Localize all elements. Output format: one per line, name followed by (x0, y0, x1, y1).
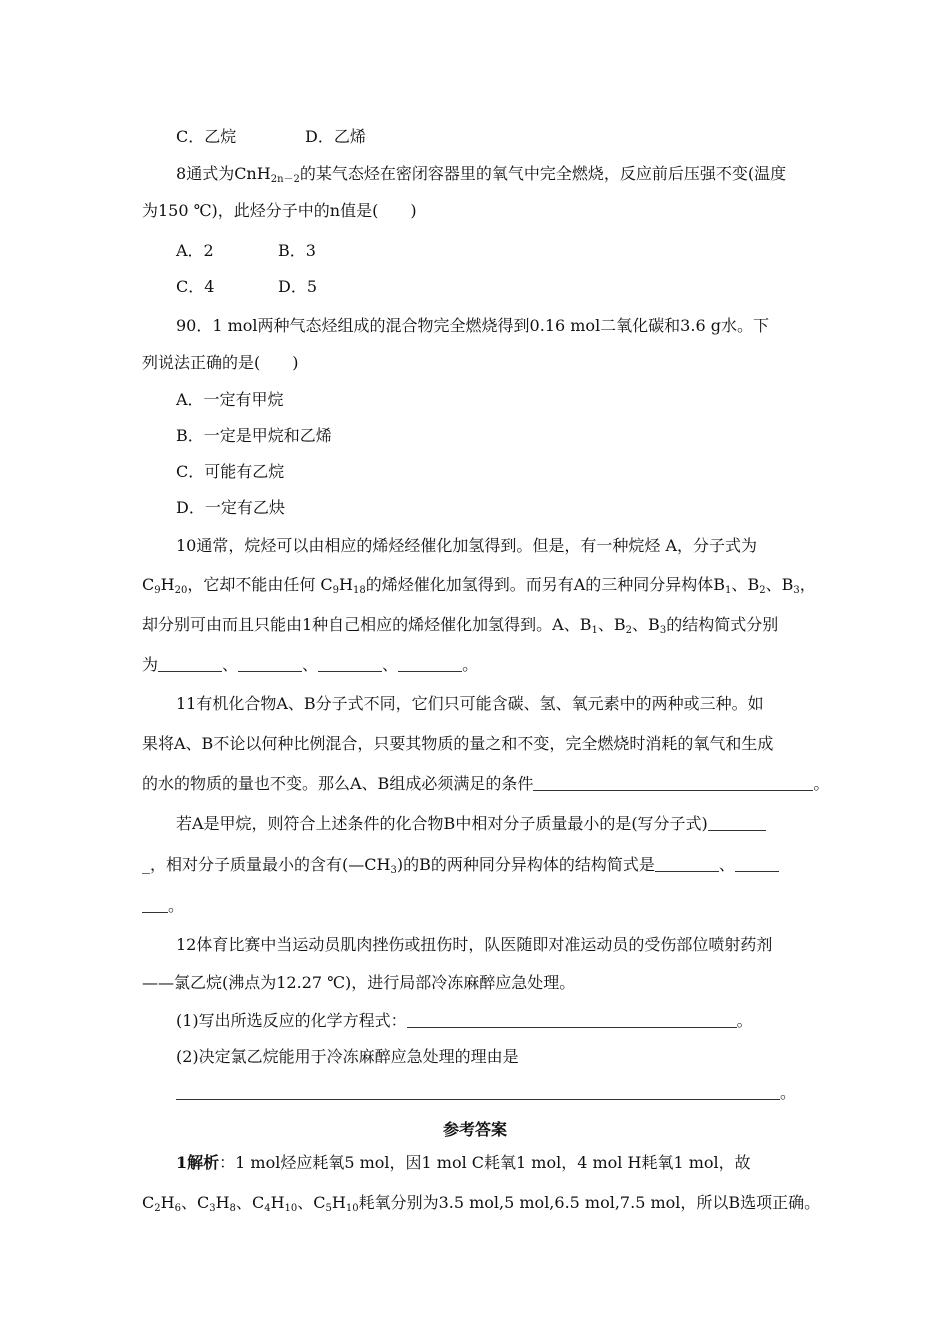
q8-option-c: C．4 (176, 277, 215, 296)
q9-option-b: B．一定是甲烷和乙烯 (176, 426, 332, 445)
q11-line-2: 果将A、B不论以何种比例混合，只要其物质的量之和不变，完全燃烧时消耗的氧气和生成 (142, 734, 774, 753)
q9-option-d: D．一定有乙炔 (176, 498, 285, 517)
q8-options-cd (176, 277, 317, 297)
q11-number: 11 (176, 694, 197, 713)
q8-line-2: 为150 ℃)，此烃分子中的n值是( ) (142, 201, 417, 220)
q11-line-1: 11有机化合物A、B分子式不同，它们只可能含碳、氢、氧元素中的两种或三种。如 (176, 694, 764, 713)
q8-option-a: A．2 (176, 241, 214, 260)
q7-option-c: C．乙烷 (176, 127, 237, 146)
q11-line-6: 。 (142, 896, 184, 916)
answer-line-1: 1解析：1 mol烃应耗氧5 mol，因1 mol C耗氧1 mol，4 mol H耗氧1 mol，故 (176, 1153, 751, 1172)
q9-number: 90 (176, 316, 197, 335)
q7-options (176, 127, 366, 147)
q10-answer-blank-1[interactable] (158, 655, 222, 672)
q12-part-2: (2)决定氯乙烷能用于冷冻麻醉应急处理的理由是 (176, 1047, 519, 1066)
q11-line-3: 的水的物质的量也不变。那么A、B组成必须满足的条件 。 (142, 774, 830, 793)
q9-option-c: C．可能有乙烷 (176, 462, 285, 481)
q10-answer-blank-2[interactable] (238, 655, 302, 672)
q10-line-1: 10通常，烷烃可以由相应的烯烃经催化加氢得到。但是，有一种烷烃 A，分子式为 (176, 536, 758, 555)
q9-line-1: 90．1 mol两种气态烃组成的混合物完全燃烧得到0.16 mol二氧化碳和3.6 g水。下 (176, 316, 769, 335)
q9-option-a: A．一定有甲烷 (176, 390, 284, 409)
answer-label: 1解析 (176, 1153, 220, 1172)
q12-part-1: (1)写出所选反应的化学方程式： 。 (176, 1011, 753, 1030)
q8-number: 8 (176, 164, 187, 183)
q10-answer-blank-3[interactable] (318, 655, 382, 672)
q11-isomer-blank-1[interactable] (655, 855, 719, 872)
q11-isomer-blank-2[interactable] (735, 855, 779, 872)
q9-line-2: 列说法正确的是( ) (142, 353, 299, 372)
q11-line-4: 若A是甲烷，则符合上述条件的化合物B中相对分子质量最小的是(写分子式) (176, 814, 766, 834)
q12-line-2: ——氯乙烷(沸点为12.27 ℃)，进行局部冷冻麻醉应急处理。 (142, 973, 576, 992)
answer-line-2: $C_2H_6$、$C_3H_8$、$C_4H_{10}$、$C_5H_{10}$耗氧分别为3.5 mol,5 mol,6.5 mol,7.5 mol，所以B选项正确。 (142, 1193, 821, 1214)
q10-line-2: $C_9H_{20}$，它却不能由任何 $C_9H_{18}$的烯烃催化加氢得到。而另有A的三种同分异构体$B_1$、$B_2$、$B_3$， (142, 575, 816, 596)
q8-line-1: 8通式为CnH$_{2n-2}$的某气态烃在密闭容器里的氧气中完全燃烧，反应前后压强不变(温度 (176, 164, 787, 185)
q11-line-5: _，相对分子质量最小的含有$(—CH_3)$的B的两种同分异构体的结构简式是 、 (142, 855, 779, 875)
answer-title: 参考答案 (442, 1120, 507, 1139)
q12-reason-blank[interactable] (176, 1083, 780, 1100)
q10-line-4: 为 、 、 、 。 (142, 655, 479, 674)
q8-options-ab (176, 241, 316, 261)
q12-line-1: 12体育比赛中当运动员肌肉挫伤或扭伤时，队医随即对准运动员的受伤部位喷射药剂 (176, 935, 773, 954)
q10-answer-blank-4[interactable] (398, 655, 462, 672)
q7-option-d: D．乙烯 (305, 127, 366, 146)
q10-line-3: 却分别可由而且只能由1种自己相应的烯烃催化加氢得到。A、$B_1$、$B_2$、$B_3$的结构简式分别 (142, 615, 779, 636)
q8-option-b: B．3 (278, 241, 316, 260)
q12-reason-line: 。 (176, 1083, 796, 1103)
q11-isomer-blank-2-cont[interactable] (142, 896, 168, 913)
q12-number: 12 (176, 935, 197, 954)
q11-condition-blank[interactable] (533, 774, 813, 791)
q12-equation-blank[interactable] (407, 1011, 737, 1028)
q8-option-d: D．5 (278, 277, 318, 296)
q10-number: 10 (176, 536, 197, 555)
q11-formula-blank[interactable] (708, 814, 766, 831)
